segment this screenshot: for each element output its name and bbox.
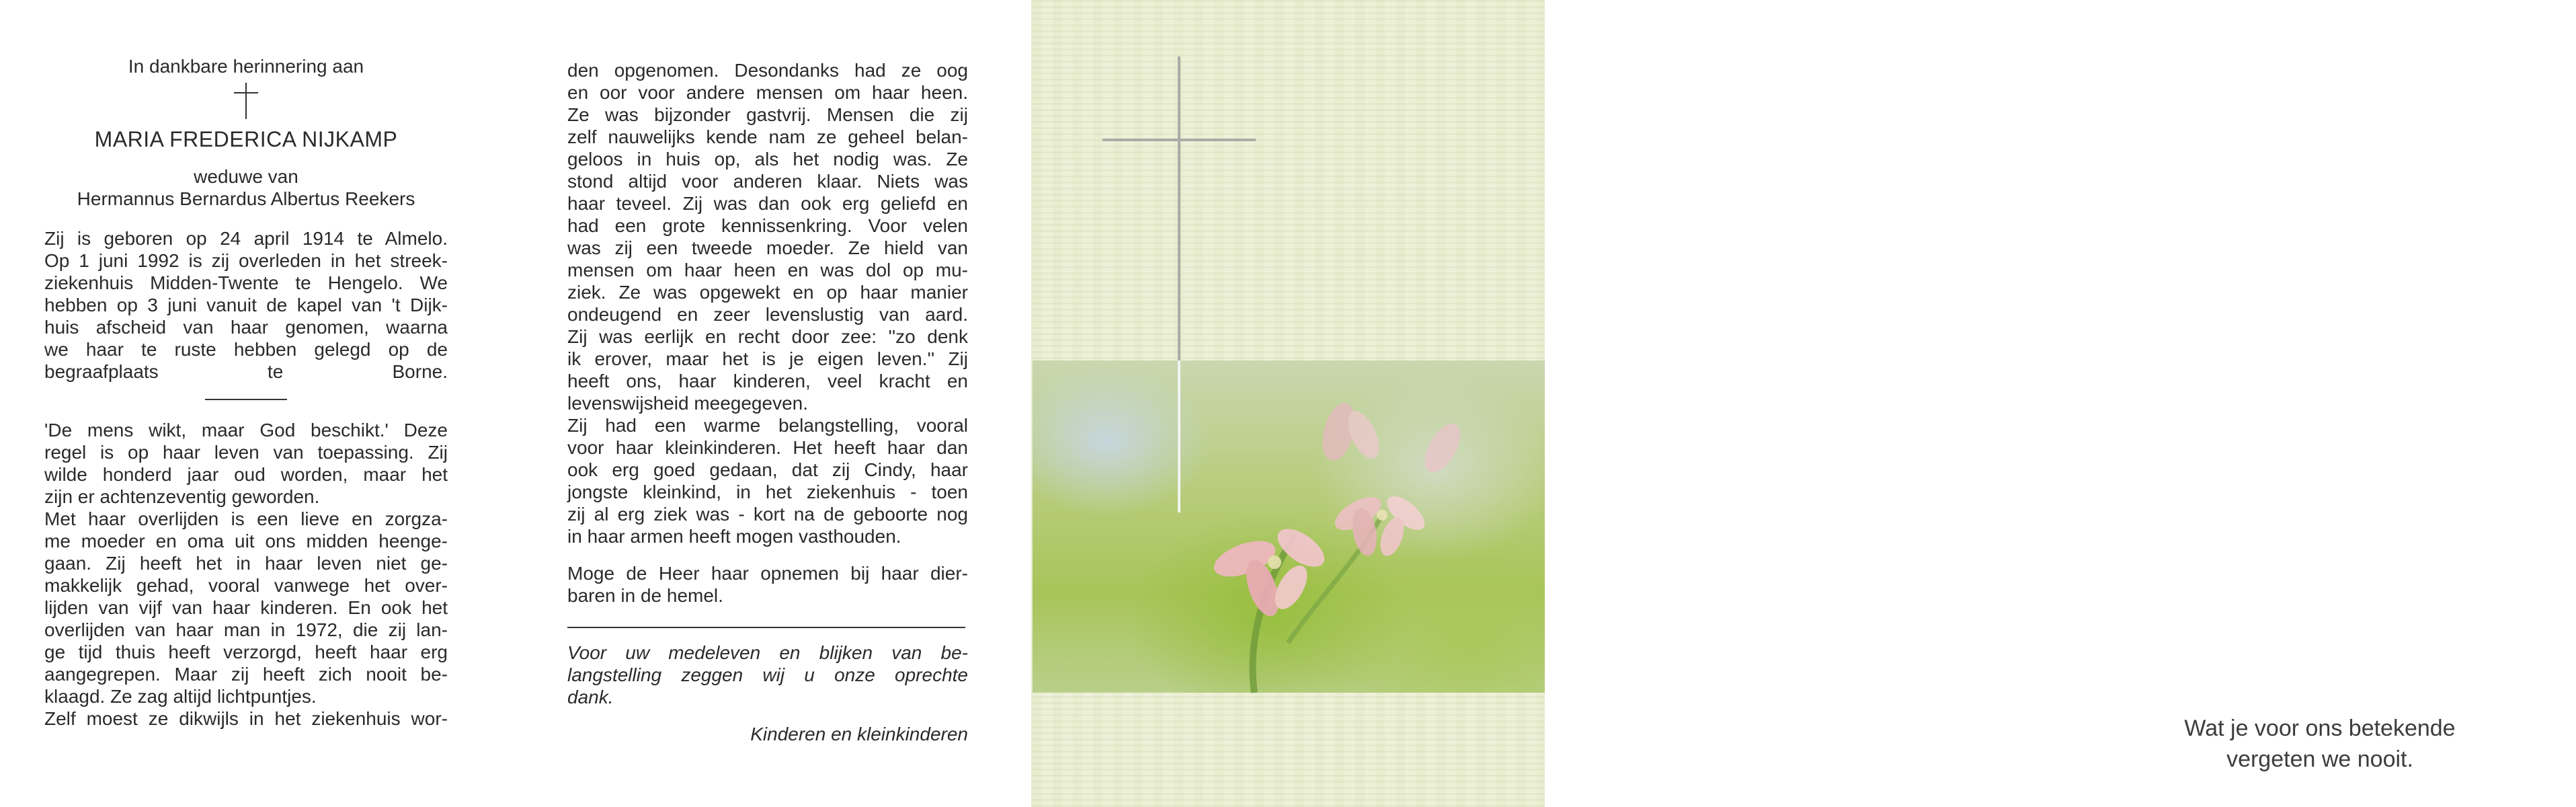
text-line: haar teveel. Zij was dan ook erg geliefd en: [567, 193, 968, 214]
cross-icon: [231, 83, 261, 119]
text-line: wilde honderd jaar oud worden, maar het: [44, 464, 448, 485]
text-line: levenswijsheid meegegeven.: [567, 393, 808, 414]
text-line: Ze was bijzonder gastvrij. Mensen die zij: [567, 104, 968, 125]
text-line: Zij had een warme belangstelling, vooral: [567, 415, 968, 436]
text-line: langstelling zeggen wij u onze oprechte: [567, 664, 968, 685]
text-line: geloos in huis op, als het nodig was. Ze: [567, 149, 968, 169]
motto-line: vergeten we nooit.: [2226, 746, 2413, 772]
intro-text: In dankbare herinnering aan: [128, 56, 364, 77]
text-line: ook erg goed gedaan, dat zij Cindy, haar: [567, 459, 968, 480]
text-line: en oor voor andere mensen om haar heen.: [567, 82, 968, 103]
flower-illustration: [1033, 360, 1545, 693]
text-line: mensen om haar heen en was dol op mu-: [567, 260, 968, 280]
text-line: Moge de Heer haar opnemen bij haar dier-: [567, 563, 968, 584]
deceased-name: MARIA FREDERICA NIJKAMP: [94, 127, 398, 151]
left-column: [44, 55, 448, 730]
card-front: [1031, 0, 2456, 807]
divider: [205, 399, 287, 400]
bio-line: we haar te ruste hebben gelegd op de: [44, 339, 448, 360]
text-line: Voor uw medeleven en blijken van be-: [567, 642, 968, 663]
middle-column: [567, 59, 968, 745]
text-line: had een grote kennissenkring. Voor velen: [567, 215, 968, 236]
text-line: den opgenomen. Desondanks had ze oog: [567, 60, 968, 81]
text-line: Met haar overlijden is een lieve en zorgza-: [44, 508, 448, 529]
spouse-name: Hermannus Bernardus Albertus Reekers: [77, 188, 415, 209]
text-line: aangegrepen. Maar zij heeft zich nooit be-: [44, 664, 448, 685]
text-line: dank.: [567, 687, 614, 707]
text-line: stond altijd voor anderen klaar. Niets was: [567, 171, 968, 192]
text-line: me moeder en oma uit ons midden heenge-: [44, 531, 448, 551]
text-line: Zelf moest ze dikwijls in het ziekenhuis wor-: [44, 708, 448, 729]
text-line: makkelijk gehad, vooral vanwege het over-: [44, 575, 448, 596]
widow-label: weduwe van: [194, 166, 298, 187]
text-line: ziek. Ze was opgewekt en op haar manier: [567, 282, 968, 303]
text-line: ondeugend en zeer levenslustig van aard.: [567, 304, 968, 325]
card-cross-bar: [1102, 139, 1256, 141]
text-line: gaan. Zij heeft het in haar leven niet ge-: [44, 553, 448, 574]
card-cross-lower: [1178, 360, 1180, 512]
prayer-text: [567, 562, 968, 607]
bio-line: Op 1 juni 1992 is zij overleden in het streek-: [44, 250, 448, 271]
text-line: ik erover, maar het is je eigen leven.'' Zij: [567, 348, 968, 369]
bio-line: hebben op 3 juni vanuit de kapel van 't Dijk-: [44, 295, 448, 315]
bio-line: ziekenhuis Midden-Twente te Hengelo. We: [44, 272, 448, 293]
text-line: was zij een tweede moeder. Ze hield van: [567, 237, 968, 258]
text-line: zij al erg ziek was - kort na de geboorte nog: [567, 504, 968, 525]
text-line: voor haar kleinkinderen. Het heeft haar dan: [567, 437, 968, 458]
left-text: [44, 419, 448, 730]
text-line: overlijden van haar man in 1972, die zij lan-: [44, 619, 448, 640]
middle-text: [567, 59, 968, 547]
text-line: zelf nauwelijks kende nam ze geheel belan-: [567, 126, 968, 147]
bio-line: huis afscheid van haar genomen, waarna: [44, 317, 448, 338]
bio-line: begraafplaats te Borne.: [44, 361, 448, 382]
divider: [567, 627, 965, 628]
bio-paragraph: [44, 227, 448, 383]
text-line: Zij was eerlijk en recht door zee: ''zo denk: [567, 326, 968, 347]
text-line: baren in de hemel.: [567, 585, 723, 606]
motto-line: Wat je voor ons betekende: [2184, 716, 2456, 741]
text-line: klaagd. Ze zag altijd lichtpuntjes.: [44, 686, 317, 707]
text-line: ge tijd thuis heeft verzorgd, heeft haar erg: [44, 642, 448, 662]
signature: Kinderen en kleinkinderen: [750, 724, 968, 744]
flower-photo: [1033, 360, 1545, 693]
text-line: 'De mens wikt, maar God beschikt.' Deze: [44, 420, 448, 440]
text-line: regel is op haar leven van toepassing. Zij: [44, 442, 448, 463]
thanks-text: [567, 642, 968, 708]
text-line: lijden van vijf van haar kinderen. En ook het: [44, 597, 448, 618]
bio-line: Zij is geboren op 24 april 1914 te Almelo.: [44, 228, 448, 249]
text-line: in haar armen heeft mogen vasthouden.: [567, 526, 901, 547]
card-motto: [2064, 713, 2576, 775]
text-line: zijn er achtenzeventig geworden.: [44, 486, 320, 507]
text-line: heeft ons, haar kinderen, veel kracht en: [567, 371, 968, 391]
text-line: jongste kleinkind, in het ziekenhuis - toen: [567, 482, 968, 502]
